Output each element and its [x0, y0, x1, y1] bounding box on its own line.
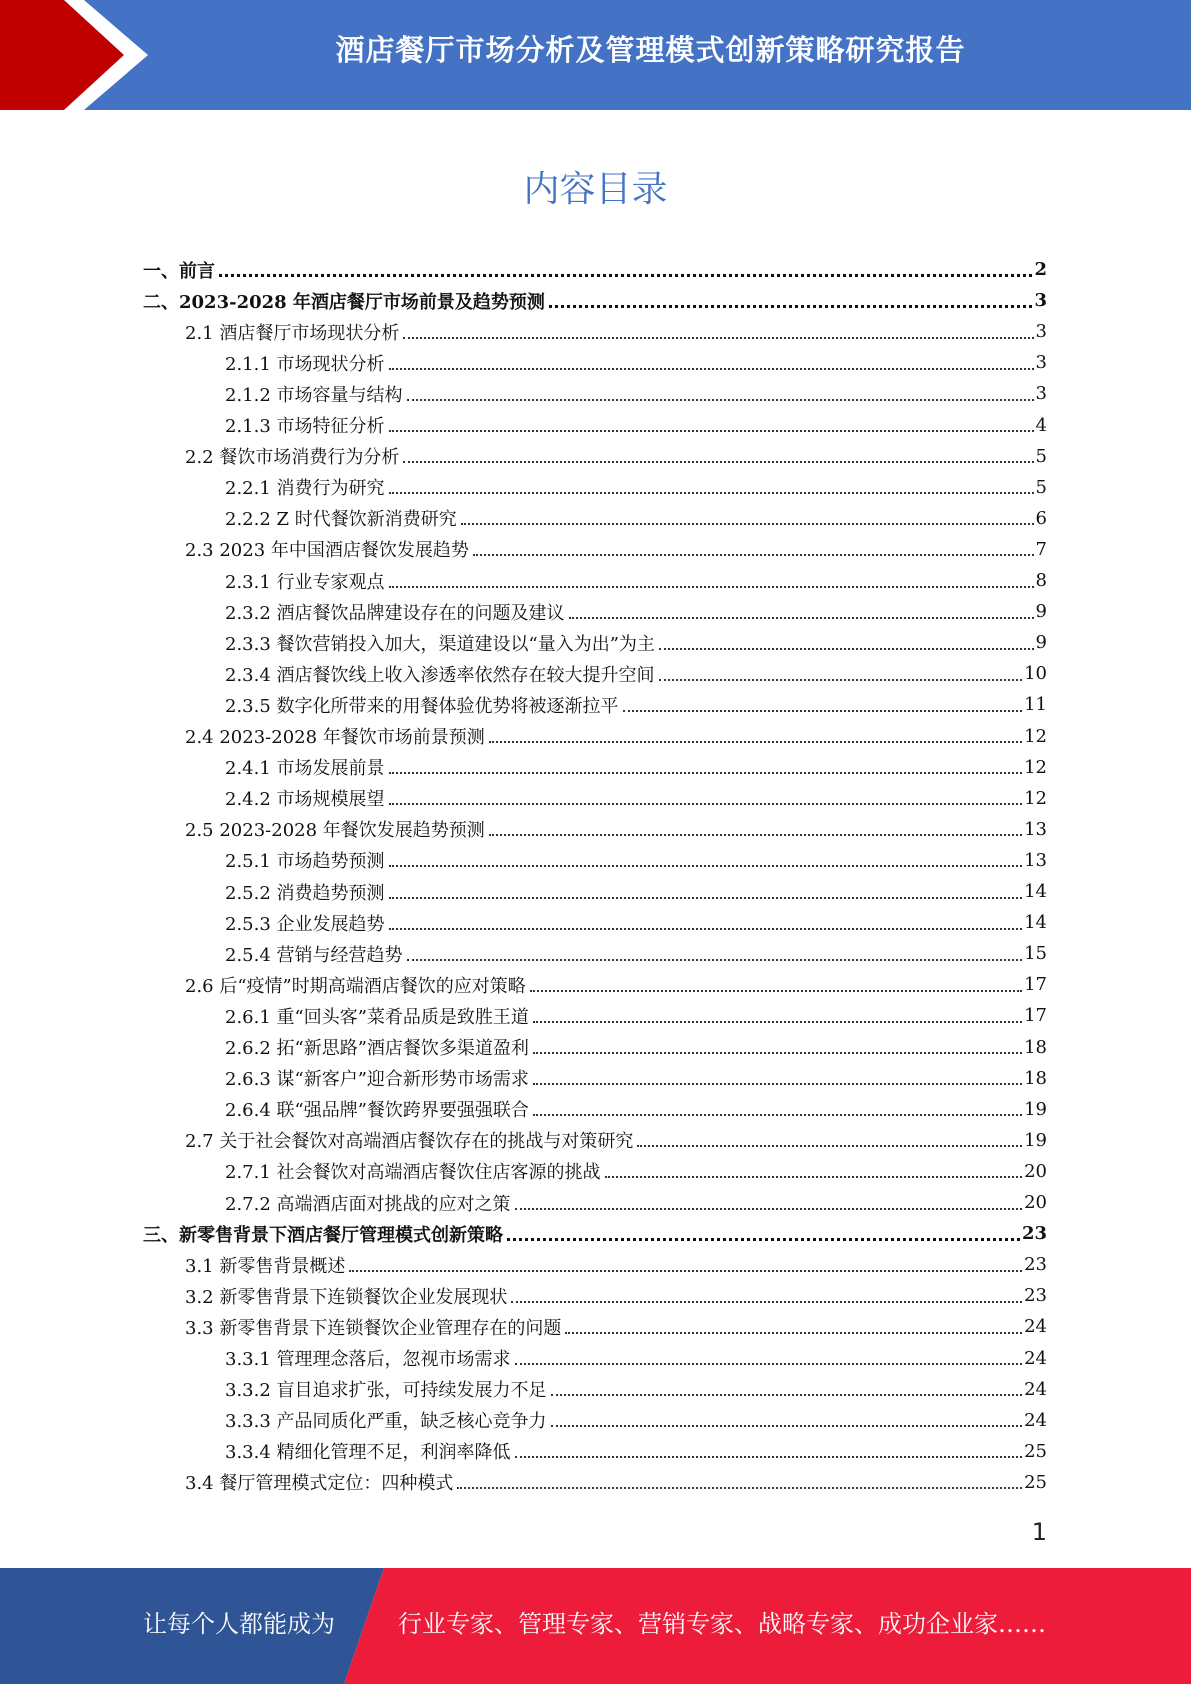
toc-entry-title: 2.7.1 社会餐饮对高端酒店餐饮住店客源的挑战	[225, 1162, 601, 1184]
toc-entry-title: 2.7.2 高端酒店面对挑战的应对之策	[225, 1193, 511, 1215]
toc-entry-title: 2.6.1 重“回头客”菜肴品质是致胜王道	[225, 1006, 529, 1028]
toc-dot-leader	[530, 990, 1022, 992]
toc-dot-leader	[407, 399, 1034, 401]
toc-heading: 内容目录	[523, 169, 668, 210]
toc-dot-leader	[507, 1238, 1020, 1241]
toc-entry[interactable]	[143, 1125, 1047, 1156]
toc-entry-title: 2.6.3 谋“新客户”迎合新形势市场需求	[225, 1069, 529, 1091]
toc-entry-page: 12	[1024, 756, 1047, 778]
toc-entry-page: 25	[1024, 1471, 1047, 1493]
toc-entry-title: 2.1.1 市场现状分析	[225, 353, 385, 375]
toc-entry[interactable]	[143, 441, 1047, 472]
toc-entry-page: 19	[1024, 1129, 1047, 1151]
toc-dot-leader	[389, 803, 1023, 805]
toc-entry-title: 2.3.1 行业专家观点	[225, 571, 385, 593]
toc-dot-leader	[623, 710, 1023, 712]
toc-dot-leader	[569, 617, 1034, 619]
toc-entry-page: 8	[1035, 570, 1047, 591]
toc-entry-page: 11	[1024, 694, 1047, 716]
toc-entry-page: 5	[1035, 476, 1047, 498]
toc-entry-title: 2.3.2 酒店餐饮品牌建设存在的问题及建议	[225, 602, 565, 624]
toc-entry-title: 2.7 关于社会餐饮对高端酒店餐饮存在的挑战与对策研究	[185, 1131, 634, 1153]
toc-entry-title: 2.3 2023 年中国酒店餐饮发展趋势	[185, 540, 469, 562]
toc-dot-leader	[219, 274, 1032, 277]
toc-entry[interactable]	[143, 1187, 1047, 1218]
toc-dot-leader	[605, 1176, 1023, 1178]
toc-entry-title: 2.5.3 企业发展趋势	[225, 913, 385, 935]
toc-entry-page: 14	[1024, 881, 1047, 902]
toc-dot-leader	[389, 492, 1034, 494]
toc-entry-title: 2.6.2 拓“新思路”酒店餐饮多渠道盈利	[225, 1038, 529, 1059]
toc-entry[interactable]	[143, 316, 1047, 347]
toc-entry-page: 3	[1035, 352, 1047, 374]
toc-entry[interactable]	[143, 1374, 1047, 1405]
toc-entry-page: 23	[1021, 1223, 1047, 1245]
toc-entry-title: 2.3.5 数字化所带来的用餐体验优势将被逐渐拉平	[225, 695, 619, 717]
toc-entry[interactable]	[143, 1280, 1047, 1311]
toc-entry-page: 17	[1024, 1005, 1047, 1027]
toc-entry-title: 2.5.1 市场趋势预测	[225, 851, 385, 873]
toc-entry-page: 23	[1024, 1285, 1047, 1307]
toc-entry-title: 3.3.4 精细化管理不足，利润率降低	[225, 1442, 511, 1464]
toc-entry[interactable]	[143, 410, 1047, 441]
toc-dot-leader	[461, 523, 1034, 525]
toc-entry[interactable]	[143, 534, 1047, 565]
toc-entry-page: 3	[1035, 383, 1047, 405]
toc-entry-title: 2.3.4 酒店餐饮线上收入渗透率依然存在较大提升空间	[225, 664, 655, 686]
toc-dot-leader	[515, 1363, 1023, 1365]
toc-dot-leader	[389, 897, 1023, 899]
toc-entry[interactable]	[143, 658, 1047, 689]
footer-slogan-left: 让每个人都能成为	[143, 1610, 335, 1638]
toc-entry-title: 2.3.3 餐饮营销投入加大，渠道建设以“量入为出”为主	[225, 633, 655, 655]
toc-entry[interactable]	[143, 1249, 1047, 1280]
toc-dot-leader	[389, 928, 1023, 930]
toc-entry-page: 6	[1035, 507, 1047, 529]
toc-entry-title: 2.5.4 营销与经营趋势	[225, 944, 403, 966]
toc-dot-leader	[489, 834, 1022, 836]
toc-entry-page: 24	[1024, 1316, 1047, 1338]
toc-entry-title: 2.6.4 联“强品牌”餐饮跨界要强强联合	[225, 1100, 529, 1122]
toc-entry-title: 2.6 后“疫情”时期高端酒店餐饮的应对策略	[185, 975, 526, 997]
toc-entry[interactable]	[143, 627, 1047, 658]
page-number: 1	[1031, 1518, 1047, 1546]
toc-entry-title: 2.1 酒店餐厅市场现状分析	[185, 322, 400, 344]
toc-entry[interactable]	[143, 907, 1047, 938]
toc-entry-page: 20	[1024, 1192, 1047, 1213]
toc-entry[interactable]	[143, 1156, 1047, 1187]
toc-entry[interactable]	[143, 814, 1047, 845]
toc-dot-leader	[389, 772, 1023, 774]
toc-entry-page: 15	[1024, 943, 1047, 965]
toc-entry[interactable]	[143, 378, 1047, 409]
toc-entry[interactable]	[143, 596, 1047, 627]
toc-entry[interactable]	[143, 1311, 1047, 1342]
toc-entry[interactable]	[143, 689, 1047, 720]
toc-entry-page: 19	[1024, 1098, 1047, 1120]
toc-entry-page: 25	[1024, 1440, 1047, 1462]
toc-entry-title: 一、前言	[143, 260, 215, 282]
toc-entry-page: 9	[1035, 632, 1047, 654]
toc-entry-page: 17	[1024, 974, 1047, 996]
toc-dot-leader	[533, 1083, 1022, 1085]
toc-entry-title: 2.1.2 市场容量与结构	[225, 384, 403, 406]
toc-entry-page: 24	[1024, 1409, 1047, 1431]
toc-entry-title: 2.4.1 市场发展前景	[225, 758, 385, 780]
toc-entry[interactable]	[143, 1405, 1047, 1436]
toc-entry-page: 13	[1024, 849, 1047, 871]
toc-dot-leader	[533, 1021, 1022, 1023]
toc-entry[interactable]	[143, 938, 1047, 969]
toc-entry-page: 10	[1024, 663, 1047, 685]
toc-entry-title: 2.4 2023-2028 年餐饮市场前景预测	[185, 727, 485, 748]
toc-entry[interactable]	[143, 472, 1047, 503]
toc-entry[interactable]	[143, 721, 1047, 752]
toc-dot-leader	[659, 648, 1034, 650]
toc-dot-leader	[389, 586, 1034, 588]
toc-dot-leader	[551, 1425, 1023, 1427]
toc-entry-page: 24	[1024, 1347, 1047, 1369]
toc-entry-title: 3.3 新零售背景下连锁餐饮企业管理存在的问题	[185, 1317, 562, 1339]
toc-dot-leader	[403, 337, 1033, 339]
toc-dot-leader	[389, 865, 1023, 867]
toc-dot-leader	[549, 305, 1033, 308]
toc-dot-leader	[489, 741, 1022, 743]
toc-dot-leader	[457, 1487, 1022, 1489]
toc-entry-page: 3	[1035, 321, 1047, 343]
header-banner	[0, 0, 1191, 110]
toc-entry[interactable]	[143, 1000, 1047, 1031]
toc-dot-leader	[637, 1145, 1022, 1147]
toc-entry-title: 2.1.3 市场特征分析	[225, 416, 385, 437]
toc-entry-page: 23	[1024, 1254, 1047, 1276]
toc-entry-page: 14	[1024, 912, 1047, 934]
toc-entry-page: 3	[1034, 290, 1047, 312]
toc-entry[interactable]	[143, 1436, 1047, 1467]
toc-entry-page: 2	[1034, 259, 1047, 280]
toc-entry[interactable]	[143, 347, 1047, 378]
toc-entry-page: 18	[1024, 1067, 1047, 1089]
toc-entry-title: 3.3.3 产品同质化严重，缺乏核心竞争力	[225, 1411, 547, 1433]
toc-dot-leader	[473, 554, 1034, 556]
toc-entry[interactable]	[143, 783, 1047, 814]
toc-entry[interactable]	[143, 503, 1047, 534]
toc-entry[interactable]	[143, 565, 1047, 596]
footer-banner	[0, 1568, 1191, 1684]
toc-entry[interactable]	[143, 1467, 1047, 1498]
toc-entry[interactable]	[143, 1094, 1047, 1125]
toc-entry-title: 2.5 2023-2028 年餐饮发展趋势预测	[185, 820, 485, 842]
document-title: 酒店餐厅市场分析及管理模式创新策略研究报告	[335, 33, 966, 67]
toc-entry-title: 2.2.2 Z 时代餐饮新消费研究	[225, 509, 457, 531]
toc-entry-page: 12	[1024, 787, 1047, 809]
toc-entry[interactable]	[143, 845, 1047, 876]
toc-dot-leader	[403, 461, 1033, 463]
toc-entry[interactable]	[143, 1032, 1047, 1063]
toc-entry-page: 18	[1024, 1036, 1047, 1058]
toc-entry-page: 13	[1024, 818, 1047, 840]
toc-dot-leader	[533, 1114, 1022, 1116]
toc-dot-leader	[407, 959, 1023, 961]
toc-entry-title: 3.2 新零售背景下连锁餐饮企业发展现状	[185, 1286, 508, 1308]
toc-entry-page: 12	[1024, 725, 1047, 747]
toc-entry[interactable]	[143, 254, 1047, 285]
toc-entry-title: 三、新零售背景下酒店餐厅管理模式创新策略	[143, 1224, 503, 1246]
toc-entry-title: 3.3.2 盲目追求扩张，可持续发展力不足	[225, 1380, 547, 1402]
toc-entry[interactable]	[143, 285, 1047, 316]
toc-entry-title: 3.3.1 管理理念落后，忽视市场需求	[225, 1349, 511, 1370]
toc-entry-title: 2.4.2 市场规模展望	[225, 789, 385, 811]
toc-entry-page: 7	[1035, 538, 1047, 560]
toc-dot-leader	[511, 1301, 1022, 1303]
toc-entry-page: 4	[1035, 414, 1047, 436]
toc-entry-title: 3.1 新零售背景概述	[185, 1255, 346, 1277]
toc-entry-page: 5	[1035, 445, 1047, 467]
toc-dot-leader	[515, 1208, 1023, 1210]
toc-entry-title: 2.5.2 消费趋势预测	[225, 882, 385, 904]
toc-entry[interactable]	[143, 752, 1047, 783]
toc-entry[interactable]	[143, 1343, 1047, 1374]
toc-entry[interactable]	[143, 969, 1047, 1000]
toc-entry-page: 9	[1035, 601, 1047, 623]
toc-entry-page: 24	[1024, 1378, 1047, 1400]
toc-entry-page: 20	[1024, 1160, 1047, 1182]
toc-dot-leader	[349, 1270, 1022, 1272]
toc-dot-leader	[389, 368, 1034, 370]
toc-dot-leader	[533, 1052, 1022, 1054]
footer-slogan-right: 行业专家、管理专家、营销专家、战略专家、成功企业家……	[398, 1610, 1046, 1638]
toc-entry[interactable]	[143, 1063, 1047, 1094]
toc-entry-title: 2.2 餐饮市场消费行为分析	[185, 447, 400, 469]
toc-entry-title: 3.4 餐厅管理模式定位：四种模式	[185, 1473, 454, 1495]
toc-dot-leader	[551, 1394, 1023, 1396]
toc-entry-title: 2.2.1 消费行为研究	[225, 478, 385, 500]
toc-dot-leader	[389, 430, 1034, 432]
toc-dot-leader	[659, 679, 1023, 681]
toc-dot-leader	[565, 1332, 1022, 1334]
toc-dot-leader	[515, 1456, 1023, 1458]
toc-entry-title: 二、2023-2028 年酒店餐厅市场前景及趋势预测	[143, 291, 545, 313]
toc-entry[interactable]	[143, 1218, 1047, 1249]
toc-entry[interactable]	[143, 876, 1047, 907]
